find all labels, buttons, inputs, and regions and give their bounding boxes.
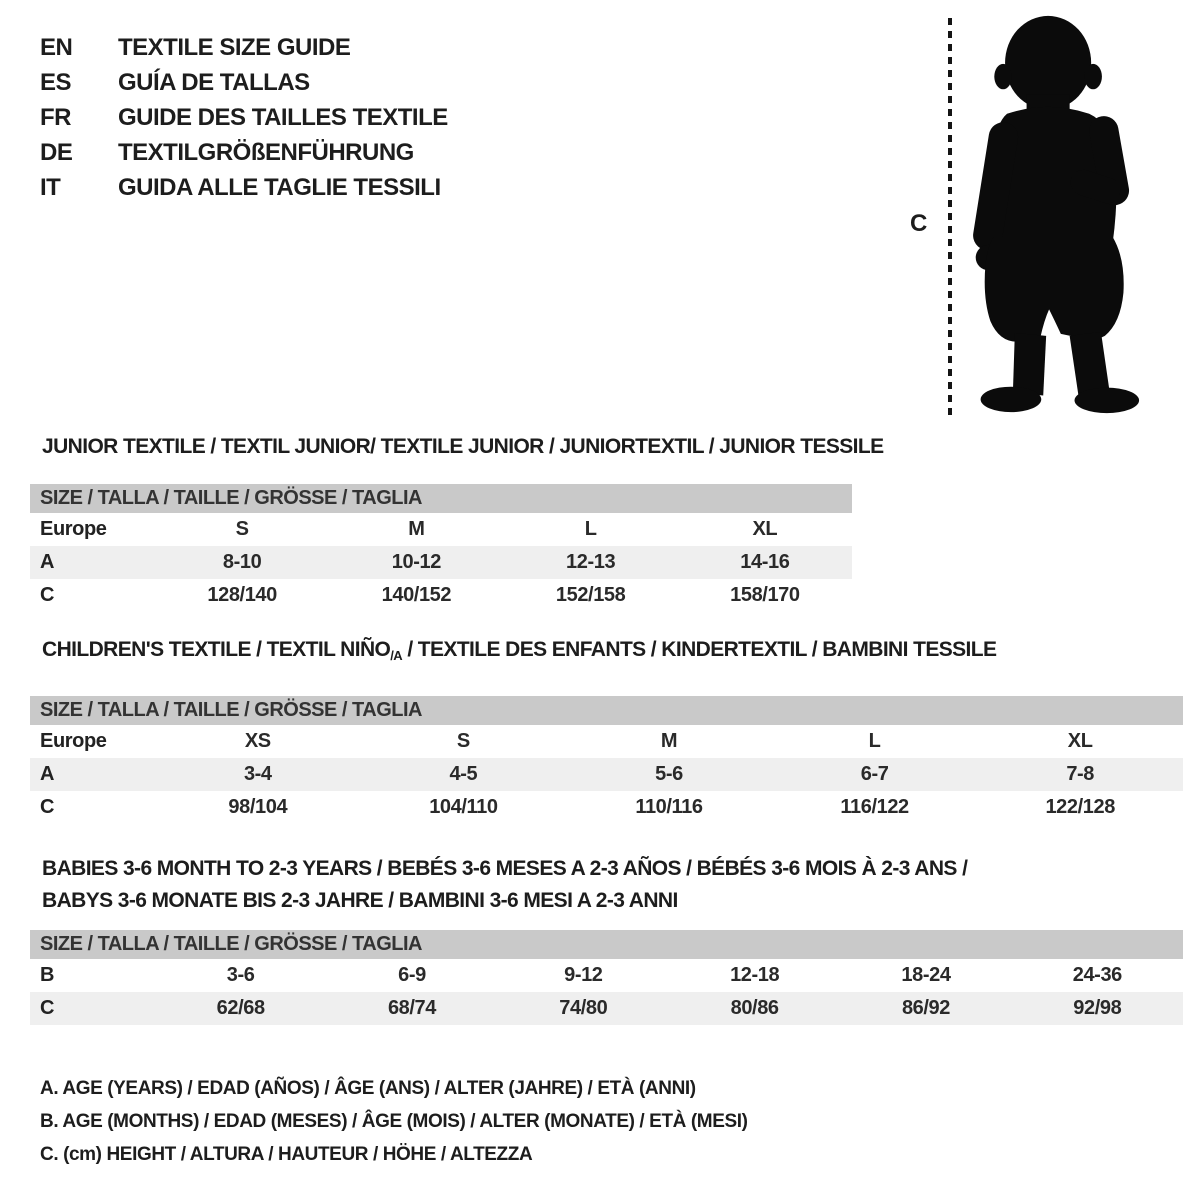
guide-title-es: GUÍA DE TALLAS [118, 68, 310, 96]
babies-size-table [30, 959, 1183, 1025]
size-cell: 7-8 [1066, 763, 1095, 785]
size-cell: M [408, 518, 425, 540]
size-cell: 4-5 [449, 763, 478, 785]
size-header-bar: SIZE / TALLA / TAILLE / GRÖSSE / TAGLIA [30, 930, 1183, 959]
language-code: IT [40, 173, 61, 201]
junior-section-title: JUNIOR TEXTILE / TEXTIL JUNIOR/ TEXTILE JUNIOR / JUNIORTEXTIL / JUNIOR TESSILE [42, 435, 884, 458]
size-cell: L [584, 518, 597, 540]
size-cell: 74/80 [559, 997, 608, 1019]
size-cell: XL [1067, 730, 1093, 752]
measurement-legend [40, 1072, 748, 1171]
babies-title-line2: BABYS 3-6 MONATE BIS 2-3 JAHRE / BAMBINI 3-6 MESI A 2-3 ANNI [42, 889, 678, 912]
size-header-bar: SIZE / TALLA / TAILLE / GRÖSSE / TAGLIA [30, 484, 852, 513]
size-cell: 104/110 [429, 796, 498, 818]
children-title-suffix: / TEXTILE DES ENFANTS / KINDERTEXTIL / BAMBINI TESSILE [402, 638, 997, 661]
height-measure-line [948, 18, 952, 416]
row-label: Europe [40, 518, 107, 540]
size-cell: 12-18 [730, 964, 780, 986]
size-cell: 80/86 [730, 997, 779, 1019]
table-row [30, 791, 1183, 824]
size-cell: 18-24 [901, 964, 951, 986]
language-code: ES [40, 68, 72, 96]
children-section-title [42, 639, 1183, 667]
table-row [30, 725, 1183, 758]
size-cell: 128/140 [207, 584, 277, 606]
table-row [30, 992, 1183, 1025]
size-cell: 68/74 [387, 997, 437, 1019]
row-label: C [40, 997, 55, 1019]
legend-line-b: B. AGE (MONTHS) / EDAD (MESES) / ÂGE (MOIS) / ALTER (MONATE) / ETÀ (MESI) [40, 1111, 748, 1132]
size-header-bar: SIZE / TALLA / TAILLE / GRÖSSE / TAGLIA [30, 696, 1183, 725]
size-cell: 12-13 [566, 551, 616, 573]
size-cell: 140/152 [381, 584, 452, 606]
size-cell: 14-16 [740, 551, 790, 573]
size-cell: 62/68 [216, 997, 265, 1019]
table-row [30, 579, 852, 612]
size-cell: XL [752, 518, 778, 540]
size-cell: 110/116 [635, 796, 703, 818]
height-figure [0, 0, 1200, 430]
babies-title-line1: BABIES 3-6 MONTH TO 2-3 YEARS / BEBÉS 3-6 MESES A 2-3 AÑOS / BÉBÉS 3-6 MOIS À 2-3 ANS / [42, 857, 968, 880]
size-cell: 116/122 [840, 796, 909, 818]
table-row [30, 513, 852, 546]
size-cell: L [868, 730, 881, 752]
guide-title-en: TEXTILE SIZE GUIDE [118, 33, 351, 61]
babies-section-title [42, 853, 1183, 917]
children-textile-section [30, 639, 1183, 824]
size-cell: 158/170 [730, 584, 800, 606]
size-cell: 24-36 [1072, 964, 1122, 986]
size-cell: S [235, 518, 249, 540]
size-cell: 92/98 [1073, 997, 1122, 1019]
row-label: C [40, 584, 55, 606]
language-code: FR [40, 103, 71, 131]
size-cell: 3-4 [243, 763, 272, 785]
row-label: B [40, 964, 55, 986]
table-row [30, 758, 1183, 791]
size-cell: M [660, 730, 678, 752]
height-label-c: C [910, 210, 928, 237]
size-cell: 8-10 [222, 551, 262, 573]
row-label: A [40, 551, 55, 573]
row-label: C [40, 796, 55, 818]
row-label: Europe [40, 730, 107, 752]
size-cell: 86/92 [901, 997, 950, 1019]
junior-size-table [30, 513, 852, 612]
guide-title-fr: GUIDE DES TAILLES TEXTILE [118, 103, 448, 131]
guide-title-it: GUIDA ALLE TAGLIE TESSILI [118, 173, 441, 201]
size-cell: 10-12 [391, 551, 441, 573]
toddler-silhouette-icon [960, 12, 1146, 418]
table-row [30, 546, 852, 579]
size-cell: 6-7 [860, 763, 889, 785]
row-label: A [40, 763, 55, 785]
language-code: DE [40, 138, 73, 166]
language-code: EN [40, 33, 73, 61]
legend-line-a: A. AGE (YEARS) / EDAD (AÑOS) / ÂGE (ANS) / ALTER (JAHRE) / ETÀ (ANNI) [40, 1078, 696, 1099]
guide-title-de: TEXTILGRÖßENFÜHRUNG [118, 138, 414, 166]
children-title-prefix: CHILDREN'S TEXTILE / TEXTIL NIÑO [42, 638, 391, 661]
legend-line-c: C. (cm) HEIGHT / ALTURA / HAUTEUR / HÖHE / ALTEZZA [40, 1144, 533, 1165]
size-cell: 98/104 [228, 796, 288, 818]
table-row [30, 959, 1183, 992]
size-cell: XS [244, 730, 271, 752]
size-cell: 9-12 [564, 964, 603, 986]
babies-textile-section [30, 853, 1183, 1025]
size-cell: S [456, 730, 470, 752]
size-cell: 152/158 [555, 584, 626, 606]
size-cell: 122/128 [1045, 796, 1115, 818]
size-cell: 3-6 [226, 964, 255, 986]
children-size-table [30, 725, 1183, 824]
size-cell: 6-9 [398, 964, 426, 986]
children-title-subscript: /A [390, 648, 403, 663]
size-cell: 5-6 [655, 763, 683, 785]
junior-textile-section [30, 435, 884, 612]
